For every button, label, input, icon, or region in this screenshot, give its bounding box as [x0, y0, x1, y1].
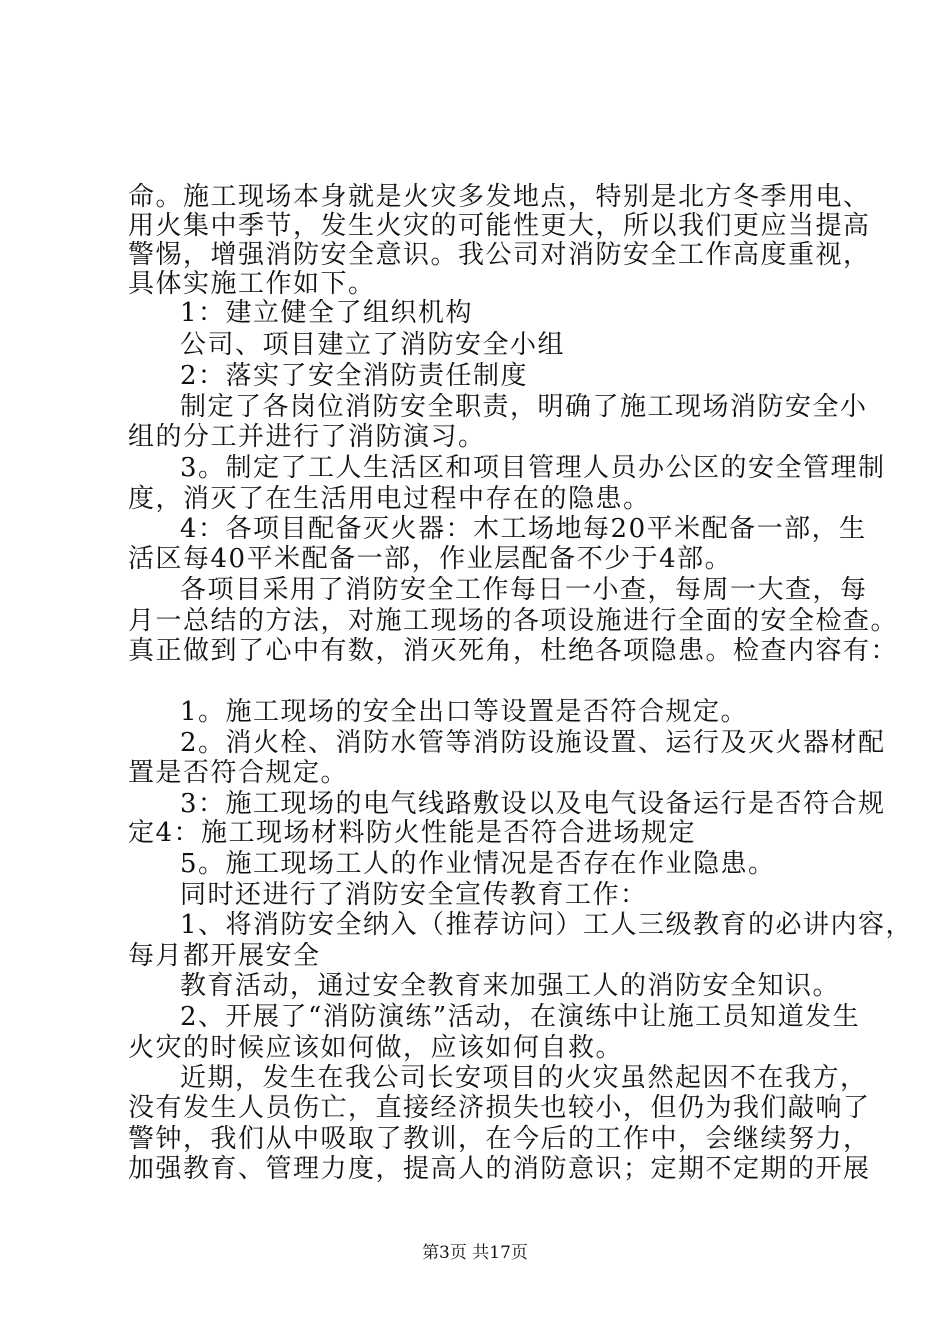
text-line: 5。施工现场工人的作业情况是否存在作业隐患。 — [180, 849, 776, 879]
text-line: 2：落实了安全消防责任制度 — [180, 361, 529, 391]
text-line: 真正做到了心中有数，消灭死角，杜绝各项隐患。检查内容有： — [128, 636, 899, 666]
text-line: 命。施工现场本身就是火灾多发地点，特别是北方冬季用电、 — [128, 182, 871, 212]
text-line: 度，消灭了在生活用电过程中存在的隐患。 — [128, 484, 651, 514]
text-line: 火灾的时候应该如何做，应该如何自救。 — [128, 1033, 624, 1063]
text-line: 用火集中季节，发生火灾的可能性更大，所以我们更应当提高 — [128, 211, 871, 241]
text-line: 近期，发生在我公司长安项目的火灾虽然起因不在我方， — [180, 1063, 868, 1093]
text-line: 1。施工现场的安全出口等设置是否符合规定。 — [180, 697, 749, 727]
page-footer: 第3页 共17页 — [422, 1243, 528, 1263]
text-line: 组的分工并进行了消防演习。 — [128, 422, 486, 452]
text-line: 各项目采用了消防安全工作每日一小查，每周一大查，每 — [180, 575, 868, 605]
text-line: 制定了各岗位消防安全职责，明确了施工现场消防安全小 — [180, 392, 868, 422]
text-line: 公司、项目建立了消防安全小组 — [180, 330, 566, 360]
text-line: 同时还进行了消防安全宣传教育工作： — [180, 880, 648, 910]
text-line: 2、开展了“消防演练”活动，在演练中让施工员知道发生 — [180, 1002, 861, 1032]
text-line: 加强教育、管理力度，提高人的消防意识；定期不定期的开展 — [128, 1154, 871, 1184]
text-line: 3。制定了工人生活区和项目管理人员办公区的安全管理制 — [180, 453, 886, 483]
text-line: 具体实施工作如下。 — [128, 269, 376, 299]
text-line: 活区每40平米配备一部，作业层配备不少于4部。 — [128, 544, 733, 574]
text-line: 没有发生人员伤亡，直接经济损失也较小，但仍为我们敲响了 — [128, 1093, 871, 1123]
text-line: 3：施工现场的电气线路敷设以及电气设备运行是否符合规 — [180, 789, 886, 819]
text-line: 4：各项目配备灭火器：木工场地每20平米配备一部，生 — [180, 514, 867, 544]
text-line: 月一总结的方法，对施工现场的各项设施进行全面的安全检查。 — [128, 606, 899, 636]
text-line: 定4：施工现场材料防火性能是否符合进场规定 — [128, 818, 697, 848]
text-line: 教育活动，通过安全教育来加强工人的消防安全知识。 — [180, 971, 841, 1001]
text-line: 每月都开展安全 — [128, 941, 321, 971]
text-line: 置是否符合规定。 — [128, 758, 349, 788]
text-line: 2。消火栓、消防水管等消防设施设置、运行及灭火器材配 — [180, 728, 886, 758]
text-line: 警惕，增强消防安全意识。我公司对消防安全工作高度重视， — [128, 240, 871, 270]
text-line: 警钟，我们从中吸取了教训，在今后的工作中，会继续努力， — [128, 1124, 871, 1154]
text-line: 1、将消防安全纳入（推荐访问）工人三级教育的必讲内容， — [180, 910, 914, 940]
text-line: 1：建立健全了组织机构 — [180, 298, 474, 328]
